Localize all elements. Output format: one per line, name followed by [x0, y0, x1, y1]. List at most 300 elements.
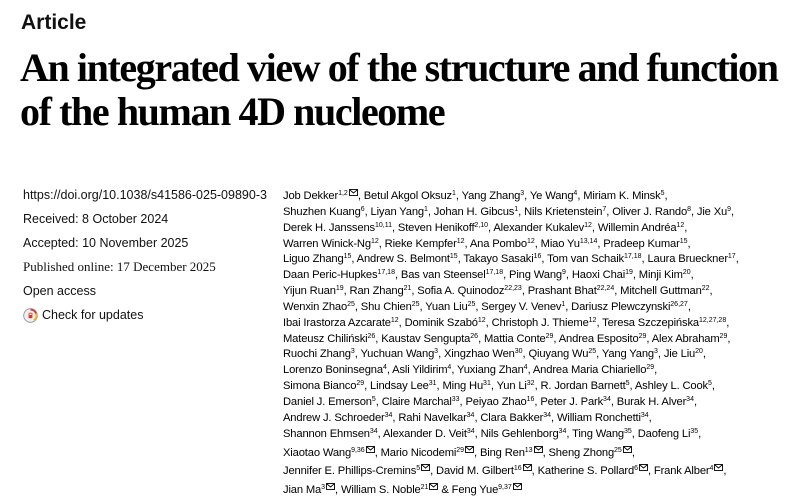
author-name: Pradeep Kumar: [603, 237, 680, 250]
author-name: Alexander Kukalev: [493, 221, 585, 234]
author-name: Mateusz Chiliński: [283, 332, 368, 345]
author-affiliation: 4: [382, 364, 387, 372]
author-affiliation: 19: [625, 269, 633, 277]
author-affiliation: 5: [625, 380, 630, 388]
author[interactable]: [385, 238, 465, 250]
author[interactable]: [480, 447, 543, 459]
author-affiliation: 12: [390, 316, 399, 324]
author-affiliation: 21: [420, 484, 429, 492]
author-name: Yang Zhang: [461, 190, 521, 202]
author-name: Jennifer E. Phillips-Cremins: [283, 465, 417, 478]
author-separator: ,: [731, 205, 734, 218]
author-separator: ,: [459, 395, 466, 408]
author-separator: ,: [641, 253, 648, 266]
author[interactable]: [283, 317, 399, 329]
author-affiliation: 17,18: [485, 269, 504, 277]
author-separator: ,: [490, 380, 497, 393]
check-for-updates-label: Check for updates: [42, 308, 144, 322]
author-separator: ,: [518, 205, 525, 218]
author-name: Steven Henikoff: [397, 221, 475, 234]
author-affiliation: 34: [640, 411, 649, 419]
author-affiliation: 34: [466, 427, 475, 435]
author-affiliation: 29: [545, 332, 554, 340]
author-affiliation: 9: [562, 269, 566, 277]
author[interactable]: [651, 332, 731, 345]
doi-link[interactable]: https://doi.org/10.1038/s41586-025-09890-3: [23, 188, 267, 202]
check-for-updates-button[interactable]: [23, 306, 283, 324]
author[interactable]: [283, 333, 375, 345]
author-separator: ,: [596, 348, 602, 361]
author-name: Liguo Zhang: [283, 253, 344, 266]
author[interactable]: [350, 285, 412, 297]
author-affiliation: 12: [456, 237, 465, 245]
author-affiliation: 34: [686, 395, 694, 403]
envelope-icon[interactable]: [523, 461, 532, 468]
author[interactable]: [635, 380, 712, 392]
author-name: Ana Pombo: [469, 237, 527, 250]
author[interactable]: [283, 364, 387, 376]
author-separator: ,: [354, 348, 361, 361]
author-separator: ,: [596, 316, 603, 329]
author-separator: ,: [631, 446, 635, 459]
open-access-label: Open access: [23, 284, 96, 298]
author[interactable]: [283, 447, 375, 459]
author[interactable]: [371, 206, 428, 218]
author-separator: ,: [698, 427, 702, 440]
author-affiliation: 15: [343, 253, 352, 261]
author-affiliation: 17,18: [623, 253, 642, 261]
author[interactable]: [540, 396, 611, 408]
author[interactable]: [452, 484, 522, 496]
author[interactable]: [283, 285, 344, 297]
author-separator: ,: [521, 285, 528, 298]
author[interactable]: [283, 428, 378, 440]
author-separator: ,: [541, 253, 548, 266]
author-name: Takayo Sasaki: [463, 253, 534, 266]
author-separator: ,: [438, 348, 444, 361]
author[interactable]: [283, 190, 358, 202]
author[interactable]: [572, 428, 632, 440]
author-separator: ,: [436, 380, 443, 393]
author-name: Rahi Navelkar: [398, 411, 467, 424]
author-affiliation: 13,14: [579, 237, 598, 245]
author-name: Dominik Szabó: [404, 316, 478, 329]
author-name: Xingzhao Wen: [443, 348, 515, 361]
author[interactable]: [541, 238, 598, 250]
author[interactable]: [528, 285, 614, 297]
author-name: Derek H. Janssens: [283, 221, 375, 234]
author-separator: ,: [534, 395, 541, 408]
author-separator: ,: [455, 190, 462, 202]
author-affiliation: 34: [543, 411, 552, 419]
author-affiliation: 12,27,28: [698, 316, 727, 324]
author-line: [283, 186, 789, 205]
author[interactable]: [283, 206, 365, 218]
author-affiliation: 5: [660, 190, 665, 197]
author-name: Alex Abraham: [651, 332, 720, 345]
author-name: Ping Wang: [509, 269, 562, 282]
author-line: [283, 284, 789, 300]
author-affiliation: 1: [514, 205, 519, 213]
author-name: Prashant Bhat: [527, 285, 597, 298]
author-name: Shuzhen Kuang: [283, 205, 361, 218]
author-line: [283, 205, 789, 221]
author[interactable]: [480, 412, 551, 424]
author-affiliation: 20: [682, 269, 691, 277]
author[interactable]: [647, 253, 735, 265]
author[interactable]: [442, 380, 490, 392]
author[interactable]: [283, 253, 351, 265]
author-line: [283, 316, 789, 332]
author[interactable]: [612, 206, 691, 218]
author-separator: ,: [646, 332, 652, 345]
author[interactable]: [572, 269, 633, 281]
author[interactable]: [559, 333, 647, 345]
author[interactable]: [436, 465, 532, 477]
author-affiliation: 33: [451, 395, 460, 403]
author-affiliation: 35: [623, 427, 632, 435]
author-separator: ,: [629, 380, 635, 393]
author[interactable]: [283, 238, 379, 250]
author[interactable]: [425, 301, 475, 313]
author-affiliation: 1: [423, 205, 428, 213]
envelope-icon[interactable]: [326, 480, 335, 487]
author-separator: ,: [357, 190, 364, 202]
author[interactable]: [392, 364, 451, 376]
author-line: [283, 237, 789, 253]
author-name: Ashley L. Cook: [634, 380, 709, 393]
author[interactable]: [462, 190, 525, 202]
author-name: Ran Zhang: [349, 285, 404, 298]
author-affiliation: 25: [347, 300, 355, 308]
author-separator: ,: [534, 237, 541, 250]
author[interactable]: [434, 206, 518, 218]
author-separator: ,: [394, 269, 401, 282]
author-separator: ,: [690, 205, 697, 218]
author-separator: ,: [335, 484, 341, 497]
article-title: An integrated view of the structure and function of the human 4D nucleome: [20, 45, 778, 134]
author[interactable]: [381, 447, 474, 459]
author-name: Andrea Esposito: [558, 332, 639, 345]
author-affiliation: 3: [654, 348, 658, 356]
author[interactable]: [463, 253, 541, 265]
author[interactable]: [341, 484, 438, 496]
author-affiliation: 12: [584, 221, 592, 229]
author[interactable]: [603, 238, 687, 250]
author-line: [283, 427, 789, 443]
author-separator: ,: [597, 237, 604, 250]
author-name: Mario Nicodemi: [380, 446, 457, 459]
author[interactable]: [602, 317, 726, 329]
author-separator: ,: [690, 269, 694, 282]
author[interactable]: [557, 412, 649, 424]
author-affiliation: 17: [727, 253, 736, 261]
author[interactable]: [383, 428, 475, 440]
author[interactable]: [361, 301, 420, 313]
author-affiliation: 12: [588, 316, 597, 324]
author-affiliation: 35: [690, 427, 699, 435]
author-affiliation: 6: [360, 205, 365, 213]
author-separator: ,: [531, 465, 538, 478]
author[interactable]: [654, 465, 723, 477]
author-separator: ,: [711, 380, 715, 393]
author[interactable]: [541, 380, 630, 392]
author-name: Lindsay Lee: [370, 380, 429, 393]
author[interactable]: [283, 380, 364, 392]
author[interactable]: [457, 364, 528, 376]
author-separator: ,: [485, 316, 492, 329]
author-separator: ,: [375, 332, 382, 345]
author-separator: ,: [377, 427, 383, 440]
author-affiliation: 29: [456, 446, 465, 454]
author-separator: ,: [430, 465, 437, 478]
author[interactable]: [481, 428, 567, 440]
check-for-updates-icon: [23, 308, 38, 323]
author-affiliation: 1: [452, 190, 456, 197]
author-name: Claire Marchal: [381, 395, 452, 408]
author-name: Andrea Maria Chiariello: [532, 364, 647, 377]
author-separator: ,: [392, 411, 399, 424]
envelope-icon[interactable]: [623, 443, 632, 450]
author-separator: ,: [565, 300, 572, 313]
author[interactable]: [444, 348, 523, 360]
author[interactable]: [493, 222, 592, 234]
author-affiliation: 4: [447, 364, 452, 372]
author-separator: ,: [610, 395, 617, 408]
author[interactable]: [398, 412, 474, 424]
author-separator: ,: [474, 411, 481, 424]
author[interactable]: [360, 348, 438, 360]
author-affiliation: 25: [614, 446, 622, 454]
author-affiliation: 22,23: [504, 285, 522, 293]
author[interactable]: [405, 317, 486, 329]
author-name: Jian Ma: [283, 484, 322, 497]
author[interactable]: [509, 269, 566, 281]
author[interactable]: [533, 364, 654, 376]
author[interactable]: [481, 301, 565, 313]
envelope-icon[interactable]: [639, 461, 648, 468]
author-name: Peter J. Park: [540, 395, 604, 408]
envelope-icon[interactable]: [421, 461, 430, 468]
author[interactable]: [283, 301, 355, 313]
author-affiliation: 29: [356, 380, 365, 388]
author-name: Mitchell Guttman: [620, 285, 702, 298]
author-affiliation: 29: [638, 332, 647, 340]
author-separator: ,: [727, 332, 731, 345]
author-name: Oliver J. Rando: [612, 205, 688, 218]
author-affiliation: 8: [687, 205, 691, 213]
author[interactable]: [664, 348, 703, 360]
author[interactable]: [484, 333, 553, 345]
author[interactable]: [617, 396, 694, 408]
author-separator: ,: [503, 269, 510, 282]
author[interactable]: [283, 348, 355, 360]
author-name: Asli Yildirim: [392, 364, 448, 377]
envelope-icon[interactable]: [465, 443, 474, 450]
author-separator: ,: [614, 285, 621, 298]
author-name: Haoxi Chai: [571, 269, 626, 282]
author-affiliation: 4: [523, 364, 528, 372]
author-separator: ,: [527, 364, 533, 377]
author[interactable]: [465, 396, 534, 408]
author[interactable]: [524, 206, 606, 218]
author-name: Laura Brueckner: [647, 253, 728, 266]
author-separator: ,: [451, 364, 458, 377]
author-affiliation: 29: [646, 364, 655, 372]
author[interactable]: [398, 222, 488, 234]
author[interactable]: [530, 190, 577, 202]
author-separator: ,: [534, 380, 541, 393]
author[interactable]: [283, 412, 392, 424]
author-name: Ye Wang: [529, 190, 574, 202]
author[interactable]: [492, 317, 597, 329]
author-affiliation: 19: [335, 285, 344, 293]
author-line: [283, 480, 789, 499]
author-affiliation: 3: [350, 348, 355, 356]
author-affiliation: 4: [573, 190, 578, 197]
author-affiliation: 25: [467, 300, 476, 308]
author-name: Katherine S. Pollard: [537, 465, 635, 478]
author-affiliation: 9,36: [351, 446, 365, 454]
author-affiliation: 20: [695, 348, 703, 356]
author[interactable]: [571, 301, 688, 313]
author[interactable]: [364, 190, 456, 202]
author-separator: ,: [386, 364, 393, 377]
author-name: R. Jordan Barnett: [540, 380, 626, 393]
author-affiliation: 10,11: [374, 221, 392, 229]
author-affiliation: 12: [526, 237, 535, 245]
author-affiliation: 12: [370, 237, 379, 245]
author-separator: ,: [374, 446, 381, 459]
author[interactable]: [639, 269, 691, 281]
author[interactable]: [497, 380, 535, 392]
author-name: Sofia A. Quinodoz: [417, 285, 505, 298]
author[interactable]: [697, 206, 731, 218]
author-affiliation: 5: [371, 395, 376, 403]
author[interactable]: [357, 253, 458, 265]
author-separator: ,: [457, 253, 464, 266]
author-separator: ,: [343, 285, 350, 298]
author-name: Teresa Szczepińska: [602, 316, 699, 329]
author-affiliation: 25: [588, 348, 597, 356]
author-name: Rieke Kempfer: [384, 237, 457, 250]
author-affiliation: 3: [321, 484, 326, 492]
author[interactable]: [602, 348, 658, 360]
author-separator: ,: [364, 205, 371, 218]
author[interactable]: [470, 238, 535, 250]
author[interactable]: [283, 222, 392, 234]
author-name: Jie Xu: [696, 205, 728, 218]
author[interactable]: [382, 396, 460, 408]
author-affiliation: 17,18: [377, 269, 395, 277]
author-separator: &: [438, 484, 452, 497]
author-separator: ,: [398, 316, 405, 329]
author-separator: ,: [411, 285, 418, 298]
author-line: [283, 300, 789, 316]
author-name: Qiuyang Wu: [528, 348, 589, 361]
author[interactable]: [381, 333, 478, 345]
author-separator: ,: [391, 221, 398, 234]
author-separator: ,: [475, 300, 482, 313]
author[interactable]: [638, 428, 698, 440]
author-affiliation: 13: [524, 446, 533, 454]
author-name: Andrew S. Belmont: [356, 253, 450, 266]
author-name: Johan H. Gibcus: [433, 205, 515, 218]
author[interactable]: [528, 348, 596, 360]
author-separator: ,: [726, 316, 730, 329]
author-separator: ,: [632, 269, 639, 282]
author-line: [283, 443, 789, 462]
author[interactable]: [620, 285, 709, 297]
author-affiliation: 22,24: [596, 285, 615, 293]
author[interactable]: [283, 484, 335, 496]
author[interactable]: [417, 285, 522, 297]
envelope-icon[interactable]: [513, 480, 522, 487]
author[interactable]: [598, 222, 684, 234]
author-name: Dariusz Plewczynski: [571, 300, 671, 313]
author-separator: ,: [375, 395, 382, 408]
author-name: Liyan Yang: [370, 205, 424, 218]
author-separator: ,: [542, 446, 549, 459]
article-type-label: Article: [21, 11, 87, 34]
author-name: Shannon Ehmsen: [283, 427, 370, 440]
author[interactable]: [549, 447, 632, 459]
author-name: Christoph J. Thieme: [491, 316, 589, 329]
author-separator: ,: [735, 253, 739, 266]
author[interactable]: [283, 269, 395, 281]
author-affiliation: 5: [416, 465, 421, 473]
author-name: Tom van Schaik: [547, 253, 624, 266]
author[interactable]: [283, 396, 376, 408]
author[interactable]: [401, 269, 503, 281]
author-line: [283, 395, 789, 411]
author-affiliation: 2,10: [474, 221, 489, 229]
author-name: Clara Bakker: [480, 411, 544, 424]
author-separator: ,: [687, 300, 691, 313]
author-line: [283, 332, 789, 348]
author[interactable]: [283, 465, 430, 477]
author-line: [283, 379, 789, 395]
author-separator: ,: [709, 285, 713, 298]
author-separator: ,: [478, 332, 484, 345]
author-affiliation: 34: [603, 395, 611, 403]
author-name: Ibai Irastorza Azcarate: [283, 316, 391, 329]
envelope-icon[interactable]: [349, 186, 358, 193]
author-name: Andrew J. Schroeder: [283, 411, 385, 424]
author-affiliation: 16: [526, 395, 535, 403]
author-name: Nils Krietenstein: [524, 205, 603, 218]
author-name: Yuxiang Zhan: [457, 364, 524, 377]
author[interactable]: [583, 190, 664, 202]
author-separator: ,: [648, 411, 652, 424]
author-affiliation: 16: [533, 253, 542, 261]
author-affiliation: 12: [676, 221, 685, 229]
author-affiliation: 22: [701, 285, 710, 293]
author-line: [283, 363, 789, 379]
author-separator: ,: [522, 348, 529, 361]
author-affiliation: 30: [514, 348, 523, 356]
author[interactable]: [547, 253, 641, 265]
author[interactable]: [538, 465, 648, 477]
envelope-icon[interactable]: [534, 443, 543, 450]
author-name: Betul Akgol Oksuz: [363, 190, 452, 202]
envelope-icon[interactable]: [366, 443, 375, 450]
author-separator: ,: [354, 300, 361, 313]
author[interactable]: [370, 380, 436, 392]
author-name: Sheng Zhong: [548, 446, 615, 459]
author-affiliation: 6: [634, 465, 638, 473]
published-date: Published online: 17 December 2025: [23, 259, 216, 274]
